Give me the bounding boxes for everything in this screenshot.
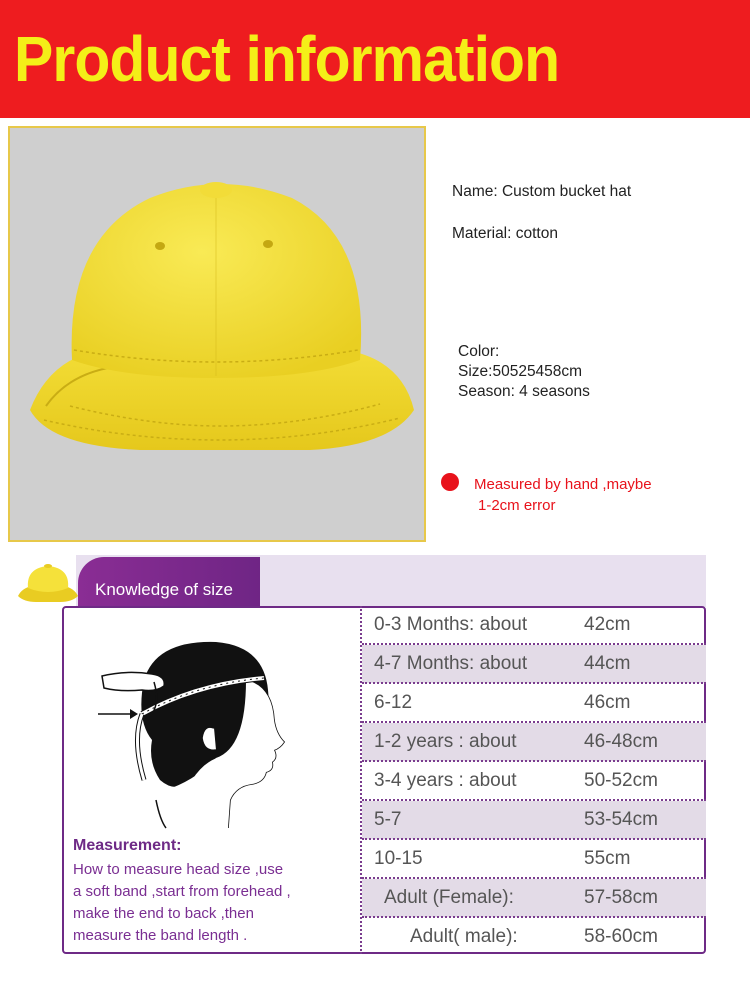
size-row-value: 58-60cm [584,926,658,947]
product-name: Name: Custom bucket hat [452,183,632,200]
measurement-line-2: a soft band ,start from forehead , [73,883,291,900]
note-line-2: 1-2cm error [478,497,556,514]
size-row-label: 0-3 Months: about [374,614,528,635]
size-row-label: 10-15 [374,848,423,869]
measurement-line-3: make the end to back ,then [73,905,254,922]
size-row-label: 5-7 [374,809,402,830]
product-details [458,342,590,402]
banner [0,0,750,118]
product-season: Season: 4 seasons [458,383,590,400]
measurement-note [474,474,652,516]
note-line-1: Measured by hand ,maybe [474,476,652,493]
size-row-value: 46-48cm [584,731,658,752]
size-row-value: 44cm [584,653,631,674]
product-size: Size:50525458cm [458,363,583,380]
size-row [362,801,706,839]
size-row [362,645,706,683]
size-row-value: 50-52cm [584,770,658,791]
bucket-hat-image [10,128,424,540]
size-row-value: 53-54cm [584,809,658,830]
size-row-value: 46cm [584,692,631,713]
size-row-label: 3-4 years : about [374,770,517,791]
size-row-label: 4-7 Months: about [374,653,528,674]
size-row [362,879,706,917]
measurement-line-4: measure the band length . [73,927,248,944]
product-photo [8,126,426,542]
size-section-title: Knowledge of size [95,580,233,599]
measurement-line-1: How to measure head size ,use [73,861,284,878]
size-row-value: 42cm [584,614,631,635]
size-row [362,606,706,644]
measurement-instructions [73,859,361,947]
size-row-label: 1-2 years : about [374,731,517,752]
red-dot-icon [441,473,459,491]
size-row [362,918,706,952]
size-row-value: 57-58cm [584,887,658,908]
size-row-value: 55cm [584,848,631,869]
size-row-label: 6-12 [374,692,413,713]
size-row [362,840,706,878]
size-row-label: Adult( male): [410,926,518,947]
product-color: Color: [458,343,500,360]
size-row-label: Adult (Female): [384,887,514,908]
measurement-title: Measurement: [73,837,182,854]
banner-title: Product information [14,23,560,95]
size-row [362,684,706,722]
size-row [362,723,706,761]
product-material: Material: cotton [452,225,558,242]
size-row [362,762,706,800]
hat-icon [16,560,80,606]
head-measure-illustration [96,630,296,830]
